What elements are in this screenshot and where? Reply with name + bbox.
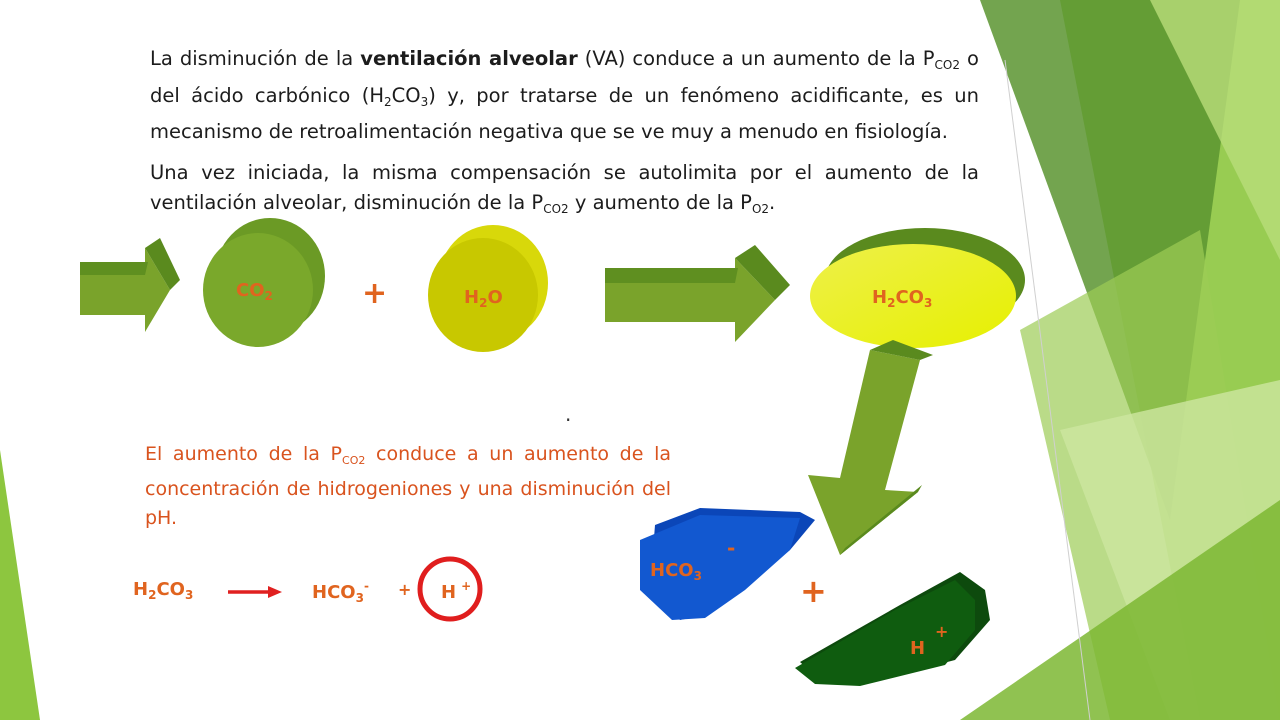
dot-mark: . xyxy=(565,402,572,426)
compensation-paragraph: Una vez iniciada, la misma compensación se autolimita por el aumento de la ventilación alveolar, disminución de la $P_{CO2}$ y aumento de la $P_{O2}$. xyxy=(150,161,979,216)
intro-paragraph: La disminución de la ventilación alveolar (VA) conduce a un aumento de la $P_{CO2}$ o del ácido carbónico $(H_2CO_3)$ y, por tratarse de un fenómeno acidificante, es un mecanismo de retroalimentación negativa que se ve muy a menudo en fisiología. xyxy=(150,47,979,143)
plus-sign-right: + xyxy=(800,572,827,610)
equation-product-hydrogen: H + xyxy=(441,579,472,603)
ph-explanation-paragraph: El aumento de la $P_{CO2}$ conduce a un aumento de la concentración de hidrogeniones y una disminución del pH. xyxy=(145,443,671,529)
h2co3-label: $H_2CO_3$ xyxy=(872,287,933,310)
plus-sign-top: + xyxy=(362,276,388,311)
hco3-label: $HCO_3$ xyxy=(650,560,702,583)
arrow-down xyxy=(808,340,933,555)
arrow-middle xyxy=(605,245,790,342)
co2-label: $CO_2$ xyxy=(236,280,273,303)
equation-plus: + xyxy=(398,580,412,599)
h2o-label: $H_2O$ xyxy=(464,287,503,310)
equation-arrow xyxy=(228,586,282,598)
hplus-charge: + xyxy=(935,622,949,641)
hplus-label: H xyxy=(910,638,926,659)
hco3-charge: - xyxy=(727,536,736,560)
equation-reactant: $H_2CO_3$ xyxy=(133,579,194,602)
arrow-left xyxy=(80,238,180,332)
equation-product-bicarbonate: $HCO_3^-$ xyxy=(312,579,369,605)
